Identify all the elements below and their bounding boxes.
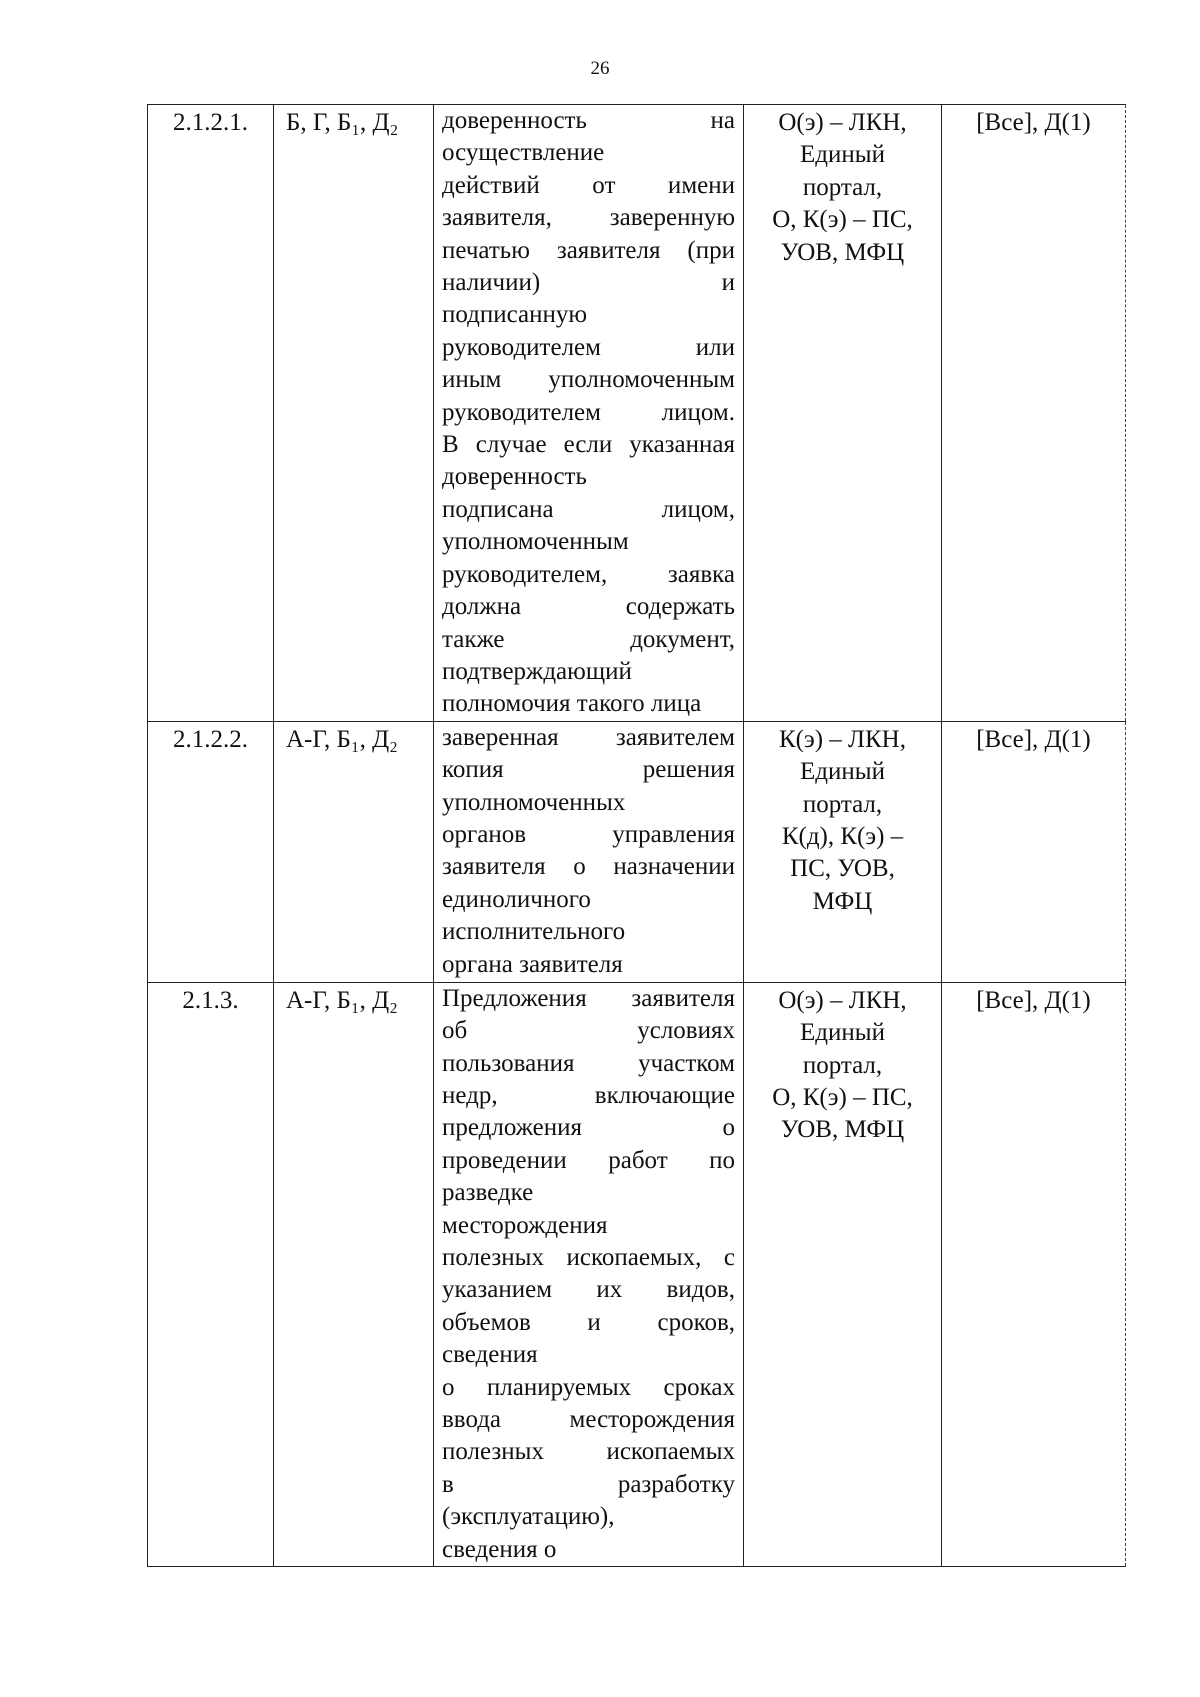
description-line: единоличного: [442, 885, 591, 913]
description-line: полезных ископаемых, с: [442, 1243, 735, 1271]
submission-forms: [744, 721, 942, 982]
description-line: ввода месторождения: [442, 1406, 735, 1433]
applicability: [Все], Д(1): [942, 982, 1126, 1566]
submission-form-line: ПС, УОВ,: [790, 855, 895, 883]
description-line: пользования участком: [442, 1049, 735, 1077]
submission-form-line: О(э) – ЛКН,: [778, 986, 907, 1014]
description-line: заявителя, заверенную: [442, 204, 735, 232]
submission-form-line: О, К(э) – ПС,: [772, 206, 913, 234]
description-line: осуществление: [442, 139, 605, 167]
description-line: исполнительного: [442, 918, 626, 946]
description-line: месторождения: [442, 1211, 608, 1239]
description-line: о планируемых сроках: [442, 1373, 735, 1401]
description-line: действий от имени: [442, 171, 735, 199]
submission-forms: [744, 105, 942, 722]
submission-form-line: К(э) – ЛКН,: [779, 725, 906, 753]
document-description: [434, 105, 744, 722]
description-line: руководителем лицом.: [442, 398, 735, 426]
description-line: уполномоченных: [442, 788, 626, 816]
submission-form-line: Единый: [800, 758, 885, 786]
description-line: иным уполномоченным: [442, 366, 735, 394]
description-line: доверенность: [442, 463, 587, 491]
page-number: 26: [590, 58, 610, 79]
description-line: подписана лицом,: [442, 495, 735, 523]
description-line: руководителем, заявка: [442, 560, 735, 588]
description-line: доверенность на: [442, 107, 735, 134]
description-line: копия решения: [442, 756, 735, 784]
submission-form-line: Единый: [800, 1019, 885, 1047]
document-description: [434, 982, 744, 1566]
submission-form-line: портал,: [802, 790, 883, 818]
item-number: 2.1.2.1.: [148, 105, 274, 722]
description-line: органа заявителя: [442, 950, 623, 978]
description-line: предложения о: [442, 1114, 735, 1142]
description-line: сведения: [442, 1341, 538, 1369]
description-line: (эксплуатацию),: [442, 1503, 615, 1531]
description-line: указанием их видов,: [442, 1276, 735, 1304]
table-row: [148, 982, 1126, 1566]
description-line: сведения о: [442, 1535, 557, 1563]
item-number: 2.1.2.2.: [148, 721, 274, 982]
applicant-category-codes: А-Г, Б₁, Д₂: [274, 982, 434, 1566]
description-line: уполномоченным: [442, 528, 629, 556]
description-line: должна содержать: [442, 593, 735, 621]
description-line: заверенная заявителем: [442, 723, 735, 751]
description-line: В случае если указанная: [442, 431, 735, 459]
description-line: разведке: [442, 1179, 534, 1207]
description-line: Предложения заявителя: [442, 984, 735, 1012]
submission-form-line: О, К(э) – ПС,: [772, 1083, 913, 1111]
submission-form-line: портал,: [802, 1051, 883, 1079]
description-line: в разработку: [442, 1470, 735, 1498]
description-line: недр, включающие: [442, 1081, 735, 1109]
description-line: полезных ископаемых: [442, 1438, 735, 1466]
description-line: об условиях: [442, 1017, 735, 1045]
applicability: [Все], Д(1): [942, 721, 1126, 982]
submission-forms: [744, 982, 942, 1566]
description-line: проведении работ по: [442, 1146, 735, 1174]
table-row: [148, 721, 1126, 982]
description-line: подписанную: [442, 301, 588, 329]
applicability: [Все], Д(1): [942, 105, 1126, 722]
description-line: объемов и сроков,: [442, 1308, 735, 1336]
applicant-category-codes: А-Г, Б₁, Д₂: [274, 721, 434, 982]
submission-form-line: МФЦ: [812, 887, 873, 915]
submission-form-line: О(э) – ЛКН,: [778, 109, 907, 136]
description-line: наличии) и: [442, 269, 735, 297]
description-line: полномочия такого лица: [442, 690, 702, 718]
requirements-table: [147, 104, 1126, 1567]
submission-form-line: УОВ, МФЦ: [780, 238, 905, 266]
table-row: [148, 105, 1126, 722]
submission-form-line: Единый: [800, 141, 885, 169]
description-line: печатью заявителя (при: [442, 236, 735, 264]
applicant-category-codes: Б, Г, Б₁, Д₂: [274, 105, 434, 722]
description-line: заявителя о назначении: [442, 853, 735, 881]
description-line: руководителем или: [442, 333, 735, 361]
description-line: органов управления: [442, 820, 735, 848]
description-line: подтверждающий: [442, 657, 632, 685]
item-number: 2.1.3.: [148, 982, 274, 1566]
submission-form-line: УОВ, МФЦ: [780, 1116, 905, 1144]
description-line: также документ,: [442, 625, 735, 653]
submission-form-line: К(д), К(э) –: [781, 822, 904, 850]
submission-form-line: портал,: [802, 173, 883, 201]
document-description: [434, 721, 744, 982]
